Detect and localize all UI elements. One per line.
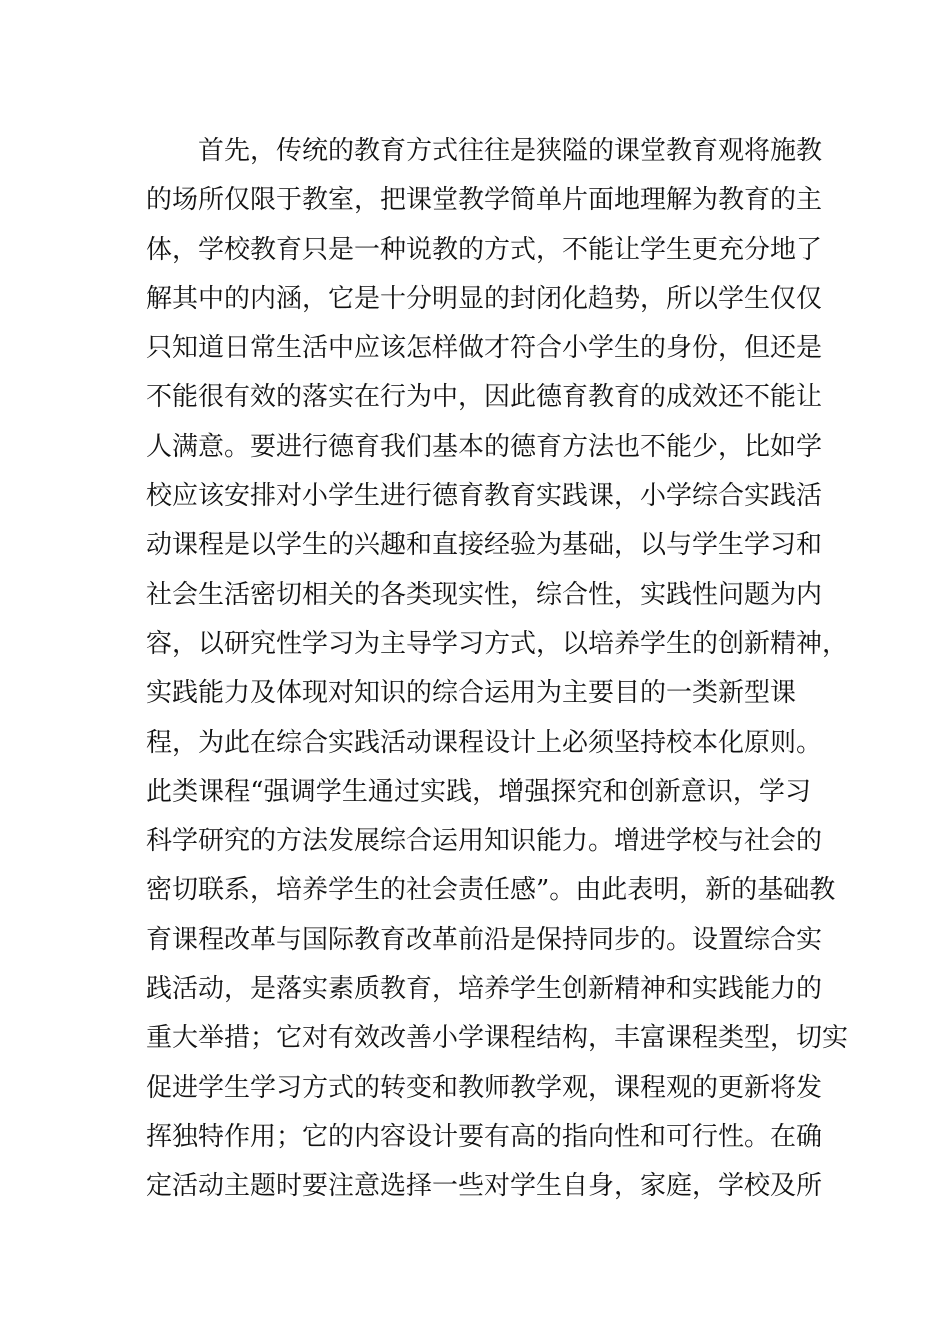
text-line: 密切联系，培养学生的社会责任感”。由此表明，新的基础教 — [146, 875, 836, 906]
text-line: 重大举措；它对有效改善小学课程结构，丰富课程类型，切实 — [146, 1023, 849, 1054]
text-line: 只知道日常生活中应该怎样做才符合小学生的身份，但还是 — [146, 333, 823, 364]
text-line: 首先，传统的教育方式往往是狭隘的课堂教育观将施教 — [198, 136, 823, 166]
text-line: 人满意。要进行德育我们基本的德育方法也不能少，比如学 — [146, 431, 823, 462]
text-line: 不能很有效的落实在行为中，因此德育教育的成效还不能让 — [146, 382, 823, 413]
text-line: 育课程改革与国际教育改革前沿是保持同步的。设置综合实 — [146, 924, 823, 955]
text-line: 实践能力及体现对知识的综合运用为主要目的一类新型课 — [146, 678, 797, 709]
text-line: 程，为此在综合实践活动课程设计上必须坚持校本化原则。 — [146, 727, 823, 758]
text-line: 动课程是以学生的兴趣和直接经验为基础，以与学生学习和 — [146, 530, 823, 561]
text-line: 挥独特作用；它的内容设计要有高的指向性和可行性。在确 — [146, 1121, 823, 1152]
text-line: 促进学生学习方式的转变和教师教学观，课程观的更新将发 — [146, 1072, 823, 1103]
text-line: 解其中的内涵，它是十分明显的封闭化趋势，所以学生仅仅 — [146, 283, 823, 314]
text-line: 的场所仅限于教室，把课堂教学简单片面地理解为教育的主 — [146, 185, 823, 216]
text-line: 体，学校教育只是一种说教的方式，不能让学生更充分地了 — [146, 234, 823, 265]
text-line: 践活动，是落实素质教育，培养学生创新精神和实践能力的 — [146, 974, 823, 1005]
text-line: 校应该安排对小学生进行德育教育实践课，小学综合实践活 — [146, 481, 823, 512]
text-line: 社会生活密切相关的各类现实性，综合性，实践性问题为内 — [146, 579, 823, 610]
text-line: 容，以研究性学习为主导学习方式，以培养学生的创新精神， — [146, 628, 849, 659]
text-line: 此类课程“强调学生通过实践，增强探究和创新意识，学习 — [146, 776, 811, 807]
text-line: 定活动主题时要注意选择一些对学生自身，家庭，学校及所 — [146, 1171, 823, 1202]
text-line: 科学研究的方法发展综合运用知识能力。增进学校与社会的 — [146, 826, 823, 857]
body-paragraph — [146, 127, 849, 1212]
